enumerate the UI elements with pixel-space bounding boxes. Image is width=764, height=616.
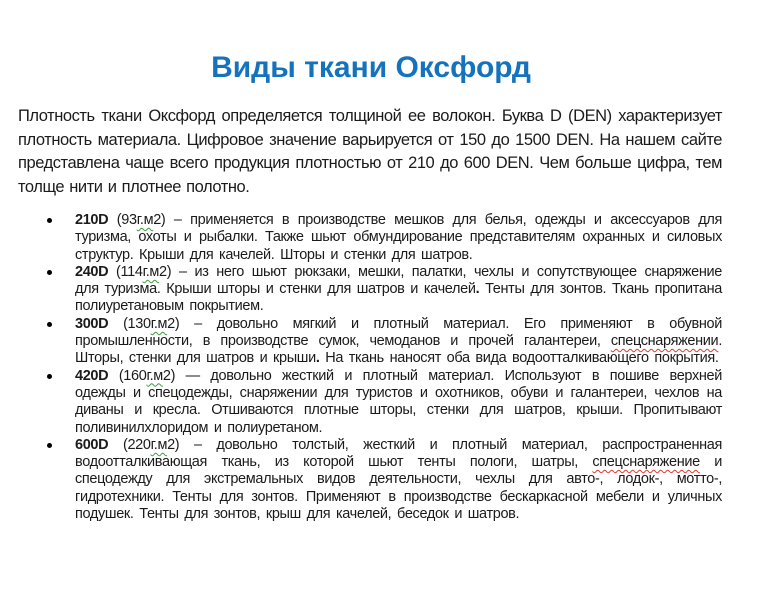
text-segment: На ткань наносят оба вида водоотталкивающего покрытия. — [319, 350, 719, 367]
text-segment: (93 — [108, 212, 137, 228]
text-segment: 2) — довольно жесткий и плотный материал. Используют в пошиве верхней одежды и спецодежды, снаряжении для туристов и охотников, обуви и галантереи, чехлов на диваны и кресла. Отшиваются плотные шторы, стенки для шатров, крыши. Пропитывают поливинилхлоридом и полиуретаном. — [75, 367, 722, 436]
density-label: 600D — [75, 436, 109, 453]
page-title: Виды ткани Оксфорд — [211, 51, 531, 84]
text-segment: и спецодежду для экстремальных видов деятельности, чехлы для авто-, лодок-, мотто-, гидротехники. Тенты для зонтов. Применяют в производстве бескаркасной мебели и уличных подушек. Тенты для зонтов, крыш для качелей, беседок и шатров. — [75, 454, 722, 523]
text-segment: г.м — [146, 367, 163, 384]
fabric-types-list — [45, 212, 722, 523]
bullet-marker — [47, 270, 52, 275]
intro-paragraph: Плотность ткани Оксфорд определяется толщиной ее волокон. Буква D (DEN) характеризует плотность материала. Цифровое значение варьируется от 150 до 1500 DEN. На нашем сайте представлена чаще всего продукция плотностью от 210 до 600 DEN. Чем больше цифра, тем толще нити и плотнее полотно. — [18, 107, 722, 196]
density-label: 300D — [75, 315, 109, 332]
text-segment: (114 — [108, 263, 143, 280]
list-item — [45, 316, 722, 368]
text-segment: 2) – довольно мягкий и плотный материал. Его применяют в обувной промышленности, в производстве сумок, чемоданов и прочей галантереи, — [75, 315, 722, 350]
density-label: 210D — [75, 212, 109, 228]
bullet-marker — [47, 218, 52, 223]
text-segment: 2) – применяется в производстве мешков для белья, одежды и аксессуаров для туризма, охоты и рыбалки. Также шьют обмундирование представителям охранных и силовых структур. Крыши для качелей. Шторы и стенки для шатров. — [75, 212, 722, 263]
text-segment: г.м — [150, 315, 168, 332]
list-item — [45, 437, 722, 523]
text-segment: . Шторы, стенки для шатров и крыши — [75, 333, 722, 367]
list-item — [45, 264, 722, 316]
list-item — [45, 368, 722, 437]
text-segment: (130 — [108, 315, 151, 332]
density-label: 240D — [75, 263, 109, 280]
text-segment: г.м — [150, 436, 168, 453]
text-segment: Тенты для зонтов. Ткань пропитана полиуретановым покрытием. — [75, 281, 722, 315]
text-segment: г.м — [142, 263, 160, 280]
text-segment: (220 — [108, 436, 151, 453]
text-segment: 2) – из него шьют рюкзаки, мешки, палатки, чехлы и сопутствующее снаряжение для туризма. Крыши шторы и стенки для шатров и качелей — [75, 263, 722, 298]
list-item — [45, 212, 722, 264]
text-segment: спецснаряжение — [592, 454, 700, 471]
text-segment: (160 — [108, 367, 147, 384]
bullet-marker — [47, 322, 52, 327]
text-segment: 2) – довольно толстый, жесткий и плотный материал, распространенная водоотталкивающая ткань, из которой шьют тенты пологи, шатры, — [75, 436, 722, 471]
density-label: 420D — [75, 367, 109, 384]
bullet-marker — [47, 374, 52, 379]
text-segment: г.м — [136, 212, 154, 228]
density-label: . — [315, 350, 320, 367]
bullet-marker — [47, 443, 52, 448]
text-segment: спецснаряжении — [610, 333, 719, 350]
density-label: . — [475, 281, 480, 298]
